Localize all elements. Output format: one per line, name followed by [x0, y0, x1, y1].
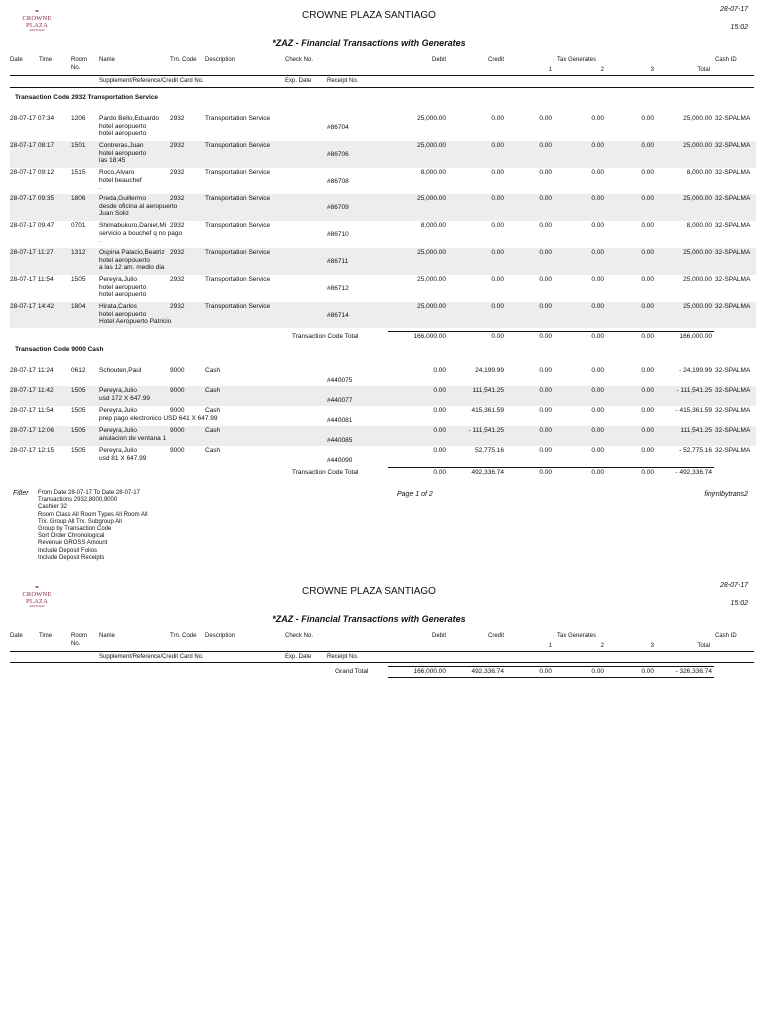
row-cash-id: 32-SPALMA	[715, 367, 751, 374]
row-description: Cash	[205, 407, 221, 414]
row-receipt: #86708	[327, 177, 349, 185]
grand-total-debit: 166,000.00	[413, 668, 446, 675]
row-cash-id: 32-SPALMA	[715, 407, 751, 414]
row-code: 2932	[170, 275, 185, 283]
row-debit: 25,000.00	[417, 275, 446, 283]
row-description: Transportation Service	[205, 249, 271, 256]
row-receipt: #86711	[327, 258, 349, 265]
row-tax2: 0.00	[591, 195, 604, 203]
total-tax1: 0.00	[539, 469, 552, 476]
row-code: 2932	[170, 302, 185, 310]
row-tax2: 0.00	[591, 427, 604, 434]
report-time: 15:02	[730, 24, 748, 31]
row-tax1: 0.00	[539, 115, 552, 122]
row-receipt: #440081	[327, 417, 353, 424]
row-credit: 0.00	[491, 249, 504, 256]
row-datetime: 28-07-17 09:35	[10, 195, 55, 203]
row-datetime: 28-07-17 12:06	[10, 427, 55, 434]
row-tax2: 0.00	[591, 115, 604, 122]
row-room: 1206	[71, 115, 86, 122]
total-credit: 0.00	[491, 333, 504, 340]
grand-total-tax2: 0.00	[591, 668, 604, 675]
col-receipt-no: Receipt No.	[327, 78, 359, 84]
row-description: Cash	[205, 447, 221, 454]
row-reference-2: las 18:45	[99, 156, 126, 164]
report-time-p2: 15:02	[730, 600, 748, 607]
row-total: - 52,775.16	[679, 447, 712, 454]
row-tax2: 0.00	[591, 141, 604, 149]
filter-line: Transactions 2932,8000,9000	[38, 497, 118, 504]
total-divider	[388, 467, 714, 468]
row-room: 1505	[71, 427, 86, 434]
col-debit: Debit	[431, 57, 446, 63]
total-label: Transaction Code Total	[292, 469, 359, 476]
row-tax2: 0.00	[591, 407, 604, 414]
row-debit: 25,000.00	[417, 141, 446, 149]
row-credit: 0.00	[491, 275, 504, 283]
total-debit: 166,000.00	[413, 333, 446, 340]
row-tax3: 0.00	[641, 275, 654, 283]
grand-total-label: Grand Total	[335, 668, 369, 675]
row-total: - 415,361.59	[675, 407, 712, 414]
row-tax1: 0.00	[539, 195, 552, 203]
header-divider-2	[10, 662, 754, 663]
row-tax3: 0.00	[641, 195, 654, 203]
row-name: Pereyra,Julio	[99, 387, 137, 394]
col-tax-2: 2	[600, 67, 604, 73]
row-tax3: 0.00	[641, 249, 654, 256]
report-date: 28-07-17	[719, 6, 748, 13]
row-reference-2: .	[99, 237, 101, 245]
section-title-cash: Transaction Code 9000 Cash	[15, 346, 104, 353]
row-tax1: 0.00	[539, 387, 552, 394]
grand-total-tax3: 0.00	[641, 668, 654, 675]
col-trn-code: Trn. Code	[170, 57, 197, 63]
total-tax2: 0.00	[591, 333, 604, 340]
filter-details	[38, 490, 148, 562]
row-datetime: 28-07-17 11:54	[10, 275, 54, 283]
col-trn-code: Trn. Code	[170, 633, 197, 639]
row-reference-2: Juan Soliz	[99, 210, 129, 218]
col-name: Name	[99, 57, 116, 63]
row-tax1: 0.00	[539, 275, 552, 283]
row-receipt: #440085	[327, 437, 353, 444]
row-code: 9000	[170, 407, 185, 414]
row-credit: 52,775.16	[475, 447, 504, 454]
filter-line: Include Deposit Folios	[38, 547, 98, 554]
row-description: Transportation Service	[205, 115, 271, 122]
row-description: Transportation Service	[205, 302, 271, 310]
row-name: Roco,Alvaro	[99, 168, 135, 176]
row-reference: hotel aeropuerto	[99, 283, 147, 291]
row-total: 25,000.00	[683, 249, 712, 256]
row-code: 2932	[170, 141, 185, 149]
col-tax-3: 3	[650, 643, 654, 649]
total-total: 166,000.00	[679, 333, 712, 340]
row-debit: 25,000.00	[417, 115, 446, 122]
row-tax3: 0.00	[641, 367, 654, 374]
row-tax1: 0.00	[539, 427, 552, 434]
filter-line: Include Deposit Receipts	[38, 554, 105, 561]
row-tax2: 0.00	[591, 447, 604, 454]
row-tax2: 0.00	[591, 387, 604, 394]
row-name: Ospina Palacio,Beatriz	[99, 249, 165, 256]
row-credit: 0.00	[491, 222, 504, 230]
total-debit: 0.00	[433, 469, 446, 476]
col-date: Date	[10, 633, 23, 639]
col-date: Date	[10, 57, 23, 63]
total-total: - 492,336.74	[675, 469, 712, 476]
row-tax2: 0.00	[591, 168, 604, 176]
row-datetime: 28-07-17 07:34	[10, 115, 55, 122]
row-credit: 0.00	[491, 115, 504, 122]
filter-label: Filter	[13, 490, 29, 497]
row-name: Pardo Bello,Eduardo	[99, 115, 159, 122]
col-cash-id: Cash ID	[715, 57, 737, 63]
total-tax3: 0.00	[641, 469, 654, 476]
row-datetime: 28-07-17 11:54	[10, 407, 54, 414]
row-debit: 0.00	[433, 407, 446, 414]
row-cash-id: 32-SPALMA	[715, 249, 751, 256]
filter-line: Sort Order Chronological	[38, 533, 105, 540]
grand-total-credit: 492,336.74	[471, 668, 504, 675]
col-description: Description	[205, 57, 236, 63]
row-debit: 25,000.00	[417, 302, 446, 310]
col-tax-1: 1	[548, 643, 552, 649]
row-debit: 0.00	[433, 447, 446, 454]
row-datetime: 28-07-17 11:24	[10, 367, 54, 374]
row-credit: - 111,541.25	[468, 427, 504, 434]
row-room: 1515	[71, 168, 86, 176]
row-total: 25,000.00	[683, 195, 712, 203]
col-time: Time	[39, 57, 53, 63]
grand-total-divider	[388, 666, 714, 667]
row-tax3: 0.00	[641, 141, 654, 149]
report-title: *ZAZ - Financial Transactions with Generates	[272, 38, 466, 48]
row-total: 8,000.00	[686, 222, 712, 230]
col-debit: Debit	[431, 633, 446, 639]
row-tax2: 0.00	[591, 275, 604, 283]
row-reference: hotel beauchef	[99, 176, 142, 184]
row-credit: 24,199.99	[475, 367, 504, 374]
row-room: 1505	[71, 387, 86, 394]
row-tax1: 0.00	[539, 367, 552, 374]
row-total: 25,000.00	[683, 302, 712, 310]
row-debit: 8,000.00	[420, 222, 446, 230]
report-title-p2: *ZAZ - Financial Transactions with Generates	[272, 614, 466, 624]
row-cash-id: 32-SPALMA	[715, 275, 751, 283]
total-tax3: 0.00	[641, 333, 654, 340]
row-name: Pereyra,Julio	[99, 275, 137, 283]
row-datetime: 28-07-17 11:27	[10, 249, 54, 256]
row-debit: 25,000.00	[417, 249, 446, 256]
header-divider-2	[10, 87, 754, 88]
row-reference: anulacion de ventana 1	[99, 435, 167, 442]
row-code: 9000	[170, 427, 185, 434]
row-name: Preda,Guillermo	[99, 195, 146, 203]
logo-subtext: SANTIAGO	[29, 28, 45, 33]
filter-line: Trx. Group All Trx. Subgroup All	[38, 518, 122, 525]
hotel-name: CROWNE PLAZA SANTIAGO	[302, 10, 436, 21]
row-reference-2: hotel aeropuerto	[99, 290, 147, 298]
row-cash-id: 32-SPALMA	[715, 141, 751, 149]
row-reference: hotel aeropouerto	[99, 257, 150, 264]
row-tax2: 0.00	[591, 249, 604, 256]
row-tax1: 0.00	[539, 302, 552, 310]
row-room: 1505	[71, 447, 86, 454]
row-tax1: 0.00	[539, 141, 552, 149]
grand-total-total: - 326,336.74	[675, 668, 712, 675]
row-cash-id: 32-SPALMA	[715, 427, 751, 434]
row-tax2: 0.00	[591, 222, 604, 230]
col-credit: Credit	[487, 633, 504, 639]
filter-line: Room Class All Room Types All Room All	[38, 511, 148, 518]
page-number: Page 1 of 2	[397, 491, 433, 498]
col-receipt-no: Receipt No.	[327, 654, 359, 660]
filter-line: Group by Transaction Code	[38, 525, 112, 532]
total-divider	[388, 331, 714, 332]
row-code: 2932	[170, 195, 185, 203]
row-reference-2: .	[99, 183, 101, 191]
row-receipt: #86709	[327, 204, 349, 212]
row-reference: hotel aeropuerto	[99, 123, 147, 130]
row-total: 25,000.00	[683, 115, 712, 122]
logo-subtext: SANTIAGO	[29, 604, 45, 609]
row-tax3: 0.00	[641, 115, 654, 122]
total-credit: 492,336.74	[471, 469, 504, 476]
col-tax-generates: Tax Generates	[557, 57, 597, 63]
row-credit: 0.00	[491, 195, 504, 203]
row-tax1: 0.00	[539, 249, 552, 256]
row-datetime: 28-07-17 08:17	[10, 141, 55, 149]
row-description: Transportation Service	[205, 168, 271, 176]
row-code: 2932	[170, 222, 185, 230]
row-tax2: 0.00	[591, 302, 604, 310]
row-debit: 25,000.00	[417, 195, 446, 203]
col-tax-1: 1	[548, 67, 552, 73]
row-reference: usd 81 X 647.99	[99, 455, 147, 462]
row-debit: 0.00	[433, 367, 446, 374]
row-receipt: #86706	[327, 150, 349, 158]
crown-icon: ⚭	[34, 9, 40, 15]
col-total: Total	[697, 643, 710, 649]
row-room: 1505	[71, 275, 86, 283]
row-tax3: 0.00	[641, 222, 654, 230]
col-tax-generates: Tax Generates	[557, 633, 597, 639]
col-supplement: Supplement/Reference/Credit Card No.	[99, 78, 204, 84]
row-reference-2: hotel aeropuerto	[99, 130, 147, 137]
row-datetime: 28-07-17 11:42	[10, 387, 54, 394]
row-cash-id: 32-SPALMA	[715, 387, 751, 394]
row-total: 25,000.00	[683, 141, 712, 149]
row-description: Transportation Service	[205, 275, 271, 283]
row-receipt: #86714	[327, 311, 349, 319]
row-receipt: #86704	[327, 124, 349, 131]
row-code: 9000	[170, 387, 185, 394]
row-cash-id: 32-SPALMA	[715, 447, 751, 454]
logo-text: CROWNE PLAZA	[22, 591, 52, 606]
row-name: Pereyra,Julio	[99, 447, 137, 454]
row-room: 1804	[71, 302, 86, 310]
col-cash-id: Cash ID	[715, 633, 737, 639]
col-room: Room	[71, 57, 88, 63]
row-description: Cash	[205, 367, 221, 374]
row-name: Pereyra,Julio	[99, 407, 137, 414]
row-tax3: 0.00	[641, 407, 654, 414]
row-tax1: 0.00	[539, 222, 552, 230]
row-room: 0612	[71, 367, 86, 374]
row-reference: desde oficina al aeropuerto	[99, 203, 178, 211]
report-date-p2: 28-07-17	[719, 582, 748, 589]
crown-icon: ⚭	[34, 585, 40, 591]
row-credit: 111,541.25	[472, 387, 504, 394]
total-label: Transaction Code Total	[292, 333, 359, 340]
row-room: 1806	[71, 195, 86, 203]
row-reference: prep pago electronico USD 641 X 647.99	[99, 415, 218, 422]
col-exp-date: Exp. Date	[285, 78, 312, 84]
row-name: Schouten,Paul	[99, 367, 142, 374]
row-cash-id: 32-SPALMA	[715, 195, 751, 203]
row-reference-2: a las 12 am. medio dia	[99, 264, 165, 271]
row-description: Cash	[205, 427, 221, 434]
row-cash-id: 32-SPALMA	[715, 168, 751, 176]
grand-total-tax1: 0.00	[539, 668, 552, 675]
row-tax3: 0.00	[641, 447, 654, 454]
col-tax-3: 3	[650, 67, 654, 73]
row-tax3: 0.00	[641, 302, 654, 310]
row-total: 8,000.00	[686, 168, 712, 176]
row-description: Transportation Service	[205, 195, 271, 203]
row-total: - 24,199.99	[679, 367, 712, 374]
logo-text: CROWNE PLAZA	[22, 15, 52, 30]
row-receipt: #440077	[327, 397, 353, 404]
total-tax1: 0.00	[539, 333, 552, 340]
row-reference: usd 172 X 647.99	[99, 395, 150, 402]
row-datetime: 28-07-17 12:15	[10, 447, 55, 454]
filter-line: From Date 28-07-17 To Date 28-07-17	[38, 490, 140, 496]
row-datetime: 28-07-17 09:12	[10, 168, 55, 176]
row-room: 0701	[71, 222, 86, 230]
row-code: 2932	[170, 249, 185, 256]
row-code: 2932	[170, 115, 185, 122]
row-credit: 0.00	[491, 302, 504, 310]
total-tax2: 0.00	[591, 469, 604, 476]
row-total: 25,000.00	[683, 275, 712, 283]
row-cash-id: 32-SPALMA	[715, 115, 751, 122]
col-check-no: Check No.	[285, 633, 314, 639]
row-code: 9000	[170, 447, 185, 454]
col-total: Total	[697, 67, 710, 73]
row-room: 1505	[71, 407, 86, 414]
row-tax3: 0.00	[641, 387, 654, 394]
row-tax1: 0.00	[539, 168, 552, 176]
row-credit: 415,361.59	[471, 407, 504, 414]
col-time: Time	[39, 633, 53, 639]
filter-line: Cashier 32	[38, 504, 68, 511]
row-description: Transportation Service	[205, 141, 271, 149]
row-receipt: #440090	[327, 457, 353, 464]
row-description: Transportation Service	[205, 222, 271, 230]
col-tax-2: 2	[600, 643, 604, 649]
row-room: 1312	[71, 249, 86, 256]
row-reference-2: Hotel Aeropuerto Patricio	[99, 317, 172, 325]
col-description: Description	[205, 633, 236, 639]
report-id: finjrnlbytrans2	[704, 491, 748, 498]
row-name: Pereyra,Julio	[99, 427, 137, 434]
header-divider	[10, 651, 754, 652]
row-credit: 0.00	[491, 141, 504, 149]
grand-total-underline	[388, 677, 714, 678]
filter-line: Revenue GROSS Amount	[38, 540, 108, 547]
row-room: 1501	[71, 141, 86, 149]
row-datetime: 28-07-17 09:47	[10, 222, 55, 230]
row-name: Shimabukuro,Daniel,Mi	[99, 222, 167, 230]
row-tax3: 0.00	[641, 427, 654, 434]
col-room-no: No.	[71, 65, 81, 71]
col-name: Name	[99, 633, 116, 639]
col-exp-date: Exp. Date	[285, 654, 312, 660]
row-total: - 111,541.25	[676, 387, 712, 394]
row-name: Contreras,Juan	[99, 141, 144, 149]
row-description: Cash	[205, 387, 221, 394]
col-room: Room	[71, 633, 88, 639]
row-credit: 0.00	[491, 168, 504, 176]
row-datetime: 28-07-17 14:42	[10, 302, 55, 310]
row-tax1: 0.00	[539, 447, 552, 454]
row-debit: 0.00	[433, 387, 446, 394]
row-debit: 8,000.00	[420, 168, 446, 176]
row-tax1: 0.00	[539, 407, 552, 414]
row-code: 2932	[170, 168, 185, 176]
header-divider	[10, 75, 754, 76]
row-receipt: #440075	[327, 377, 353, 384]
col-room-no: No.	[71, 641, 81, 647]
col-check-no: Check No.	[285, 57, 314, 63]
col-supplement: Supplement/Reference/Credit Card No.	[99, 654, 204, 660]
row-tax3: 0.00	[641, 168, 654, 176]
hotel-name-p2: CROWNE PLAZA SANTIAGO	[302, 586, 436, 597]
row-tax2: 0.00	[591, 367, 604, 374]
row-cash-id: 32-SPALMA	[715, 302, 751, 310]
row-debit: 0.00	[433, 427, 446, 434]
row-name: Hirata,Carlos	[99, 302, 137, 310]
row-receipt: #86710	[327, 231, 349, 239]
row-total: 111,541.25	[680, 427, 712, 434]
col-credit: Credit	[487, 57, 504, 63]
row-receipt: #86712	[327, 284, 349, 292]
section-title-transportation: Transaction Code 2932 Transportation Service	[15, 94, 159, 101]
row-cash-id: 32-SPALMA	[715, 222, 751, 230]
row-code: 9000	[170, 367, 185, 374]
row-reference: servicio a bouchef q no pago	[99, 230, 183, 238]
row-reference: hotel aeropuerto	[99, 149, 147, 157]
row-reference: hotel aeropuerto	[99, 310, 147, 318]
